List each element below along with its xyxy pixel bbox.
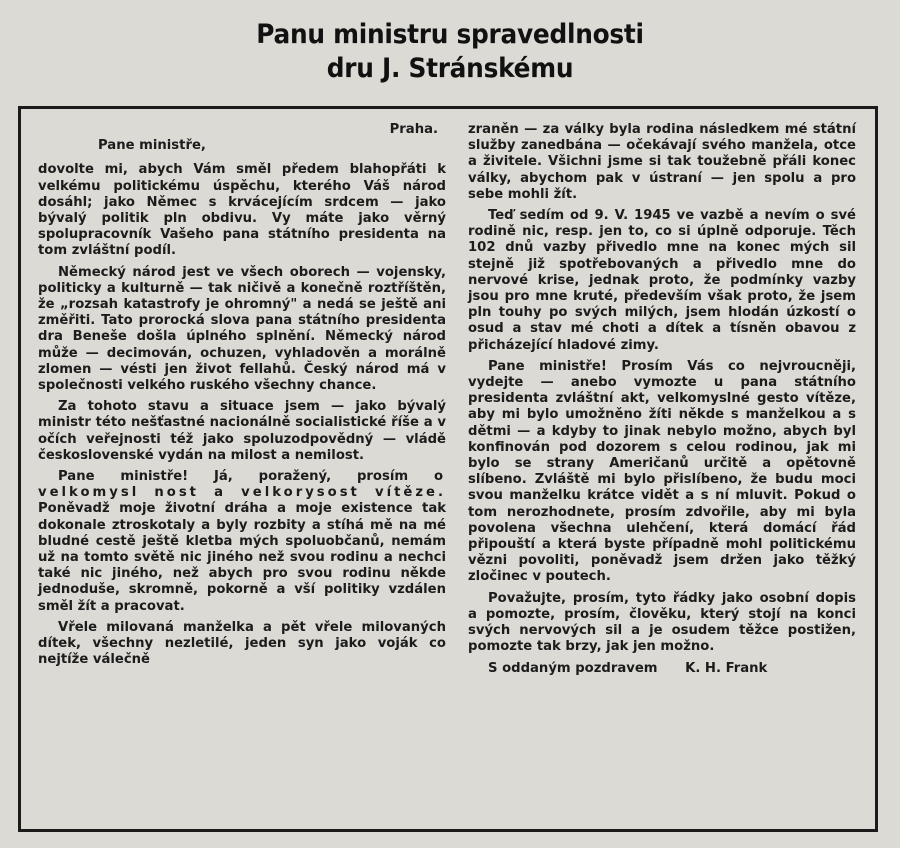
paragraph-2: Německý národ jest ve všech oborech — vojensky, politicky a kulturně — tak ničivě a konečně roztříštěn, že „rozsah katastrofy je ohromný" a nedá se ještě ani změřiti. Tato prorocká slova pana státního presidenta dra Beneše došla úplného splnění. Německý národ může — decimován, ochuzen, vyhladověn a morálně zlomen — vésti jen život fellahů. Český národ má v společnosti velkého ruského všechny chance. [38,264,446,394]
letter-salutation: Pane ministře, [98,138,206,154]
headline [36,18,864,86]
left-column [38,122,446,674]
headline-line-1: Panu ministru spravedlnosti [256,19,644,50]
paragraph-personal: Považujte, prosím, tyto řádky jako osobní dopis a pomozte, prosím, člověku, který stojí na konci svých nervových sil a je osudem těžce postižen, pomozte tak brzy, jak jen možno. [468,590,856,655]
letter-place: Praha. [389,122,438,137]
plea-lead: Pane ministře! Já, poražený, prosím [58,469,409,485]
paragraph-custody: Teď sedím od 9. V. 1945 ve vazbě a nevím o své rodině nic, resp. jen to, co si úplně odporuje. Těch 102 dnů vazby přivedlo mne na konec mých sil stejně již spotřebovaných a přivedlo mne do nervové krise, jednak proto, že podmínky vazby jsou pro mne kruté, především však proto, že jsem pln touhy po svých milých, jsem hlodán úzkostí o osud a stav mé choti a dítek a tísněn obavou z přicházející hladové zimy. [468,208,856,353]
signature: K. H. Frank [685,660,768,676]
right-column [468,122,856,682]
closing-line [488,661,856,677]
paragraph-continued: zraněn — za války byla rodina následkem mé státní služby zanedbána — očekávají svého manžela, otce a živitele. Všichni jsme si tak toužebně přáli konec války, abychom pak v ústraní — jen spolu a pro sebe mohli žít. [468,122,856,202]
plea-rest: Poněvadž moje životní dráha a moje existence tak dokonale ztroskotaly a byly rozbity a stíhá mě na mé bludné cestě ještě kletba mých spoluobčanů, nemám už na tomto světě nic jiného než svou rodinu a nechci také nic jiného, než abych pro svou rodinu někde jednoduše, skromně, pokorně a vší politiky vzdálen směl žít a pracovat. [38,501,446,614]
closing-text: S oddaným pozdravem [488,660,658,676]
paragraph-1: dovolte mi, abych Vám směl předem blahopřáti k velkému politickému úspěchu, kterého Váš národ dosáhl; jako Němec s krvácejícím srdcem — jako bývalý politik pln obdivu. Vy máte jako věrný spolupracovník Vašeho pana státního presidenta na tom zvláštní podíl. [38,162,446,259]
paragraph-request: Pane ministře! Prosím Vás co nejvroucněji, vydejte — anebo vymozte u pana státního presidenta zvláštní akt, velkomyslné gesto vítěze, aby mi bylo umožněno žíti někde s manželkou a s dětmi — a kdyby to jinak nebylo možno, abych byl konfinován pod dozorem s celou rodinou, jak mi bylo se strany Američanů určitě a opětovně slíbeno. Zvláště mi bylo přislíbeno, že budu moci svou manželku krátce vidět a s ní mluvit. Pokud o tom nerozhodnete, prosím zdvořile, aby mi byla povolena všechna ulehčení, která domácí řád připouští a která byste případně mohl politickému vězni povoliti, poněvadž jsem držen jako těžký zločinec v poutech. [468,358,856,585]
plea-spaced: o velkomysl nost a velkorysost vítěze. [38,469,446,501]
paragraph-3: Za tohoto stavu a situace jsem — jako bývalý ministr této nešťastné nacionálně socialistické říše a v očích veřejnosti též jako spoluzodpovědný — vládě československé vydán na milost a nemilost. [38,399,446,463]
paragraph-family: Vřele milovaná manželka a pět vřele milovaných dítek, všechny nezletilé, jeden syn jako voják co nejtíže válečně [38,619,446,668]
paragraph-plea [38,469,446,615]
headline-line-2: dru J. Stránskému [326,53,574,84]
